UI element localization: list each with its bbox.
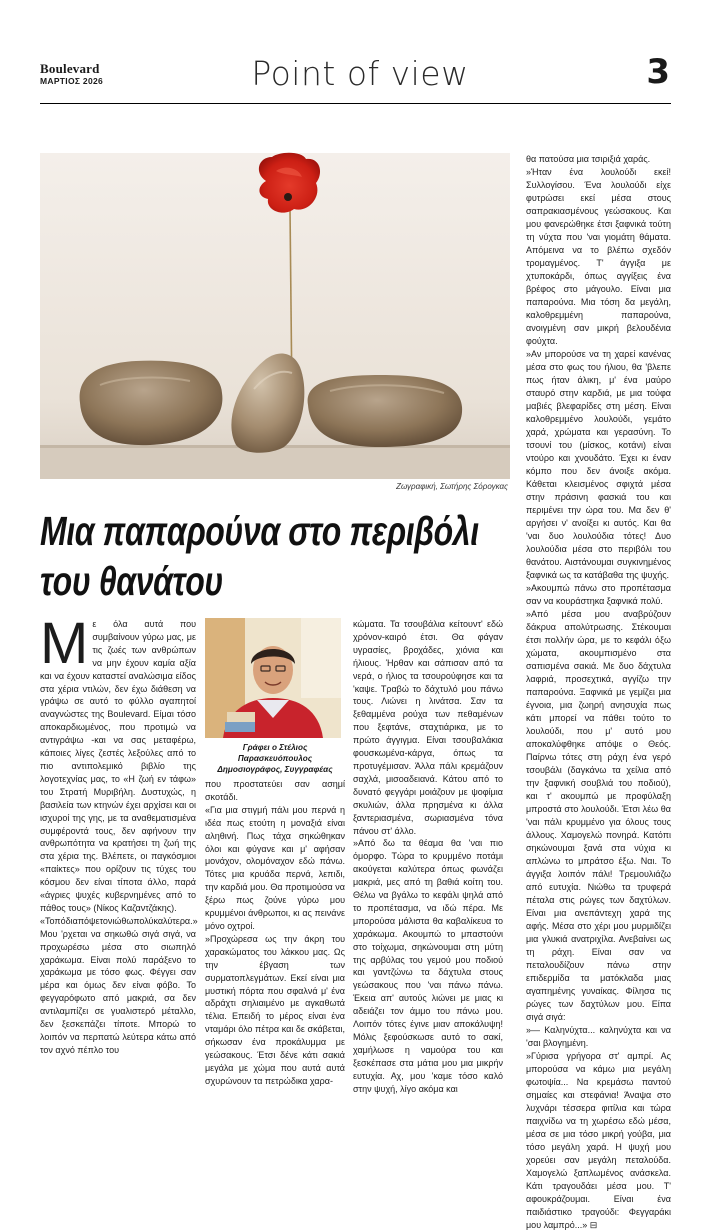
paragraph: »Ήταν ένα λουλούδι εκεί! Συλλογίσου. Ένα λουλούδι είχε φυτρώσει εκεί μέσα στους σαπρακιασμένους γεώσακους. Και μου φανερώθηκε έτσι ξαφνικά τούτη τη νύχτα που 'ναι γιομάτη θάματα. Απόμεινα να το βλέπω σχεδόν τρομαγμένος. Τ' άγγιξα με χτυποκάρδι, όπως αγγίξεις ένα βρέφος στο μάγουλο. Είναι μια παπαρούνα. Μια τόση δα μεγάλη, καλοθρεμμένη παπαρούνα, ανοιγμένη σαν μικρή βελουδένια φούχτα. — [526, 167, 671, 346]
article-column-1 — [40, 611, 198, 1057]
section-title: Point of view — [251, 54, 469, 93]
paragraph: που προστατεύει σαν ασημί σκοτάδι. — [205, 779, 345, 802]
issue-date: ΜΑΡΤΙΟΣ 2026 — [40, 76, 104, 86]
paragraph: «Τοπόδιαπόψετονιώθωπολύκαλύτερα.» Μου 'ρχεται να σηκωθώ σιγά σιγά, να προχωρέσω μέσα στο σιωπηλό χαράκωμα. Είναι πολύ παράξενο το χαράκωμα με τόσο φως. Φέγγει σαν μέρα και όμως δεν είναι φόβο. Το φεγγαρόφωτο από μακριά, σα δεν αντιλαμπίζει σε γυαλιστερό μέταλλο, δεν ξεσκεπάζει τίποτε. Μπορώ το λοιπόν να περπατώ λεύτερα κάτω από τον αχνό πέπλο του — [40, 915, 198, 1055]
paragraph: »Γύρισα γρήγορα στ' αμπρί. Ας μπορούσα να κάμω μια μεγάλη φωτοψία... Να κρεμάσω παντού σημαίες και στεφάνια! Άναψα στο λυχνάρι τέσσερα φιτίλια και τώρα παιχνίδω να τη χωρέσω εδώ μέσα, μέσα σε μια τόσο μικρή γούβα, μια τόσο μεγάλη χαρά. Η ψυχή μου χορεύει σαν μεγάλη πεταλούδα. Χαμογελώ ξαπλωμένος ανάσκελα. Κάτι τραγουδάει μέσα μου. Τ' αφουκράζουμαι. Είναι ένα παιδιάστικο τραγούδι: Φεγγαράκι μου λαμπρό...» ⊟ — [526, 1051, 671, 1230]
paragraph: «Για μια στιγμή πάλι μου περνά η ιδέα πως ετούτη η μοναξιά είναι αληθινή. Πως τάχα σηκώθηκαν όλοι και φύγανε και μ' αφήσαν μονάχον, ολομόναχον εδώ πάνω. Τότες μια κρυάδα περνά, λεπιδι, την καρδιά μου. Θα προτιμούσα να ξέρω πως ζούνε γύρω μου κρυμμένοι άνθρωποι, κι ας πεινάνε μόνο οχτροί. — [205, 804, 345, 931]
article-column-2 — [205, 778, 345, 1088]
paragraph: »— Καληνύχτα... καληνύχτα και να 'σαι βλογημένη. — [526, 1025, 671, 1048]
right-stone — [308, 375, 463, 447]
paragraph: »Ακουμπώ πάνω στο προπέτασμα σαν να κουράστηκα ξαφνικά πολύ. — [526, 583, 671, 606]
paragraph: »Αν μπορούσε να τη χαρεί κανένας μέσα στο φως του ήλιου, θα 'βλεπε πως ήταν άλικη, μ' ένα μαύρο σταυρό στην καρδιά, με μια τούφα μαβιές βλεφαρίδες στη μέση. Είναι καλοθρεμμένο λουλούδι, γεμάτο χαρά, χρώματα και γερασύνη. Το τσουνί του (μίσκος, κοτάνι) είναι ντούρο και χνουδάτο. Έχει κι έναν κόμπο που δεν άνοιξε ακόμα. Κάθεται κλεισμένος σφιχτά μέσα στην πράσινη φασκιά του και περιμένει την ώρα του. Μα δεν θ' αργήσει ν' ανοίξει κι αυτός. Και θα 'ναι δυο λουλούδια τότες! Δυο λουλούδια μέσα στο περιβόλι του θανάτου. Αιστάνουμαι συγκινημένος ξαφνικά ως τα κατάβαθα της ψυχής. — [526, 349, 671, 580]
paragraph: θα πατούσα μια τσιριξιά χαράς. — [526, 154, 651, 164]
paragraph: »Από μέσα μου αναβρύζουν δάκρυα απολύτρωσης. Στέκουμαι έτσι πολλήν ώρα, με το κεφάλι όξω χώματα, ακουμπισμένο στα σαπισμένα σακιά. Με δυο δάχτυλα λαφριά, προσεχτικά, αγγίζω την παπαρούνα. Ξαφνικά με γεμίζει μια έγνοια, μια ζωηρή ανησυχία πως κάτι μπορεί να πάθει τούτο το λουλούδι, που μ' αυτό μου αποκαλύφθηκε απόψε ο Θεός. Παίρνω τότες στη ράχη ένα γερό τσουβάλι (δαγκάνω τα χείλια από την ξαφνική σουβλιά του ποδιού), και τ' ακουμπώ με προφύλαξη μπροστά στο λουλούδι. Έτσι λέω θα 'ναι πάλι κρυμμένο για όλους τους άλλους. Χαμογελώ πονηρά. Κατόπι σηκώνουμαι ξανά στα νύχια κι απλώνω το μπράτσο έξω. Ναι. Το άγγιξα λοιπόν πάλι! Τρεμουλιάζω από ευτυχία. Νιώθω τα τρυφερά πέταλα στις ρώγες των δαχτύλων. Είναι μια ανεπάντεχη χαρά της αφής. Μέσα στο χέρι μου μυρμιδίζει μια γλυκιά ανατριχίλα. Ανεβαίνει ως τη ράχη. Είναι σαν να πεταλουδίζουν πάνω στην επιδερμίδα τα ματόκλαδα μιας αγαπημένης γυναίκας. Φίλησα τις ρώγες των δαχτύλων μου. Είπα σιγά σιγά: — [526, 609, 671, 1022]
poppy-painting-art — [40, 153, 510, 479]
header-rule — [40, 103, 671, 104]
drop-cap: Μ — [40, 611, 89, 676]
poppy-painting — [40, 153, 510, 479]
author-name: Γράφει ο Στέλιος Παρασκευόπουλος — [237, 743, 313, 763]
author-role: Δημοσιογράφος, Συγγραφέας — [217, 765, 333, 774]
page-number: 3 — [646, 52, 670, 92]
article-column-3 — [353, 618, 503, 1096]
author-caption — [205, 742, 345, 775]
author-portrait — [205, 618, 341, 738]
paragraph: »Προχώρεσα ως την άκρη του χαρακώματος του λάκκου μας. Ως την έβγαση των συρματοπλεγμάτων. Εκεί είναι μια μυστική πόρτα που σφαλνά μ' ένα αδράχτι σηλιαιμένο με αγκαθωτά τέλια. Επειδή το μέρος είναι ένα νταμάρι όλο πέτρα και δε σκάβεται, σήκωσαν ένα προκάλυμμα με γεώσακους. Έτσι δένε κάτι σακιά μεγάλα με χώμα που αυτά αυτά σχυρώνουν τα πετρώδικα χαρα- — [205, 933, 345, 1086]
paragraph: κώματα. Τα τσουβάλια κείτουντ' εδώ χρόνον-καιρό έτσι. Θα φάγαν υγρασίες, βροχάδες, χιόνια και ήλιους. Ήρθαν και σάπισαν από τα νερά, ο ήλιος τα τσουρούφησε και τα 'καψε. Τραβώ το δάχτυλό μου πάνω τους. Λιώνει η λινάτσα. Σαν τα ξεθαμμένα ρούχα των πεθαμένων που ξεφτάνε, σταχτιάρικα, με το πρώτο άγγιγμα. Είναι τσουβαλάκια φουσκωμένα-κάργα, όπως τα προτυγέμισαν. Άλλα πάλι κρεμάζουν σαχλά, μισοαδειανά. Κάτου από το δυνατό φεγγάρι μοιάζουν με ψοφίμια σκυλιών, άλλα πρησμένα κι άλλα ξαντεριασμένα, σωριασμένα τόνα πάνου στ' άλλο. — [353, 619, 503, 836]
paragraph: ε όλα αυτά που συμβαίνουν γύρω μας, με τις ζωές των ανθρώπων να μην έχουν καμία αξία και να έχουν καταστεί αναλώσιμα είδος στα χέρια ντιλών, δεν έχω διάθεση να γράψω σε αυτό το φύλλο αγαπητοί αναγνώστες της Boulevard. Είμαι τόσο αποκαρδιωμένος, που προτιμώ να αντιγράψω -και να σας μεταφέρω, κάποιες λίγες ζεστές λεξούλες από το πιο αντιπολεμικό βιβλίο της λογοτεχνίας μας, το «Η ζωή εν τάφω» του Στρατή Μυριβήλη. Δυστυχώς, η βασιλεία των κτηνών έχει αρχίσει και οι ισχυροί της γης, με τα αναθεματισμένα συμφέροντά τους, δεν αφήνουν την ανθρωπότητα να κρατήσει τη ζωή της στα χέρια της. Βλέπετε, οι παγκόσμιοι «παίκτες» που ορίζουν τις τύχες του κόσμου δεν είναι τίποτα άλλο, παρά «άγριες ψυχές κυβερνημένες από το πάθος τους» (Νίκος Καζαντζάκης). — [40, 619, 196, 913]
brand-name: Boulevard — [40, 61, 100, 76]
article-headline — [40, 506, 508, 606]
article-column-4 — [526, 153, 671, 1232]
headline-line-1: Μια παπαρούνα στο περιβόλι — [40, 508, 479, 554]
masthead — [40, 52, 680, 100]
headline-line-2: του θανάτου — [40, 558, 223, 604]
painting-caption: Ζωγραφική, Σωτήρης Σόρογκας — [396, 482, 508, 491]
author-photo — [205, 618, 341, 738]
paragraph: »Από δω τα θέαμα θα 'ναι πιο όμορφο. Τώρα το κρυμμένο ποτάμι ακούγεται καλύτερα όπως φωνάζει μακριά, μες από τη βαθιά κοίτη του. Θέλω να βγάλω το κεφάλι ψηλά από το προπέτασμα, να ιδώ πέρα. Με μπορούσα μάλιστα θα καβαλίκευα το χαράκωμα. Ακουμπώ το μπαστούνι στο τοίχωμα, σηκώνουμαι στη μύτη της αρβύλας του γεμού μου ποδιού και γαντζώνω τα δάχτυλα στους γεώσακους που 'ναι πάνω πάνω. Έκεια απ' αυτούς λιώνει με μιας κι αδειάζει τον άμμο του πάνω μου. Λοιπόν τότες έγινε μιαν αποκάλυψη! Μόλις ξεφούσκωσε αυτό το σακί, χαμήλωσε η ναμούρα του και ξεσκέπασε στα μάτια μου μια μικρήν ευτυχία. Αχ, μου 'καμε τόσο καλό στην ψυχή, λίγο ακόμα και — [353, 838, 503, 1094]
